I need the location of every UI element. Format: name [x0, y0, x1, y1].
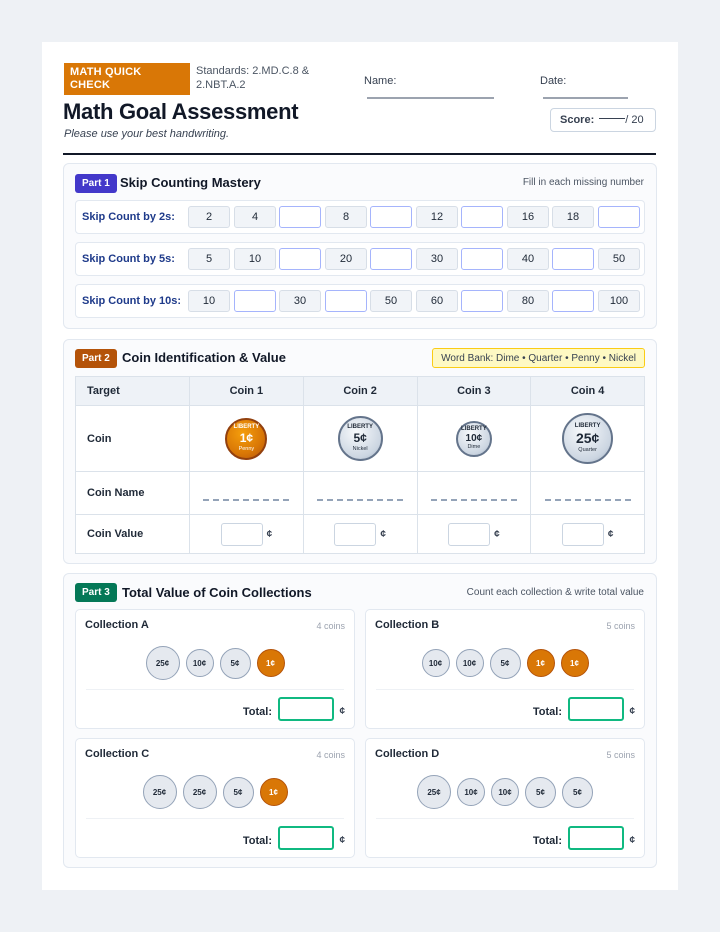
skip-count-value: 80	[507, 290, 549, 312]
name-label: Name:	[364, 75, 397, 87]
skip-count-value: 16	[507, 206, 549, 228]
coin-cell	[417, 406, 531, 472]
collection-coins	[76, 775, 354, 809]
header-divider	[63, 153, 656, 155]
cent-sign: ¢	[339, 706, 345, 717]
coin-value-cell	[190, 515, 304, 554]
collection-title: Collection A	[85, 619, 149, 631]
row-label: Coin Value	[76, 515, 190, 554]
page-subtitle: Please use your best handwriting.	[64, 128, 230, 140]
coin-icon: 25¢	[183, 775, 217, 809]
coin-collection	[75, 609, 355, 729]
skip-count-answer-field[interactable]	[370, 248, 412, 270]
coin-icon: 10¢	[186, 649, 214, 677]
part3-section	[63, 573, 657, 868]
quick-check-badge: MATH QUICK CHECK	[64, 63, 190, 95]
cent-sign: ¢	[607, 528, 614, 540]
coin-name-cell[interactable]	[531, 472, 645, 515]
skip-count-answer-field[interactable]	[461, 248, 503, 270]
collection-divider	[376, 689, 634, 690]
coin-icon: 25¢	[146, 646, 180, 680]
skip-count-label: Skip Count by 2s:	[82, 211, 175, 223]
coin-name-field[interactable]	[317, 499, 403, 501]
coin-icon: 1¢	[260, 778, 288, 806]
skip-count-answer-field[interactable]	[325, 290, 367, 312]
skip-count-value: 100	[598, 290, 640, 312]
skip-count-label: Skip Count by 5s:	[82, 253, 175, 265]
score-box	[550, 108, 656, 132]
coin-collection	[365, 738, 645, 858]
skip-count-answer-field[interactable]	[461, 206, 503, 228]
total-answer-field[interactable]	[278, 697, 334, 721]
skip-count-value: 20	[325, 248, 367, 270]
part3-title: Total Value of Coin Collections	[122, 585, 312, 600]
cent-sign: ¢	[494, 528, 500, 540]
coin-name-cell[interactable]	[303, 472, 417, 515]
word-bank: Word Bank: Dime • Quarter • Penny • Nickel	[432, 348, 645, 368]
coin-name-field[interactable]	[203, 499, 289, 501]
standards-text: Standards: 2.MD.C.8 & 2.NBT.A.2	[196, 65, 310, 91]
score-label: Score:	[560, 114, 595, 126]
skip-count-row	[75, 242, 645, 276]
part2-tag: Part 2	[75, 349, 117, 368]
table-header-cell: Coin 2	[303, 377, 417, 406]
table-header-cell: Coin 4	[531, 377, 645, 406]
coin-cell	[190, 406, 304, 472]
skip-count-answer-field[interactable]	[234, 290, 276, 312]
cent-sign: ¢	[629, 706, 635, 717]
coin-icon: 10¢	[456, 649, 484, 677]
part1-section	[63, 163, 657, 329]
coin-value-field[interactable]	[562, 523, 604, 546]
skip-count-value: 12	[416, 206, 458, 228]
coin-table	[75, 376, 645, 554]
coin-icon: 10¢	[491, 778, 519, 806]
coin-value-cell	[531, 515, 645, 554]
collection-count: 5 coins	[606, 621, 635, 631]
score-field[interactable]	[599, 118, 625, 119]
row-label: Coin	[76, 406, 190, 472]
coin-icon: 1¢	[527, 649, 555, 677]
date-label: Date:	[540, 75, 567, 87]
part3-tag: Part 3	[75, 583, 117, 602]
cent-sign: ¢	[380, 528, 386, 540]
total-label: Total:	[242, 706, 272, 718]
page-title: Math Goal Assessment	[63, 99, 299, 124]
collection-coins	[366, 646, 644, 680]
collection-divider	[376, 818, 634, 819]
total-label: Total:	[532, 835, 562, 847]
coin-table-header	[76, 377, 645, 406]
collection-count: 4 coins	[316, 750, 345, 760]
coin-value-field[interactable]	[334, 523, 376, 546]
coin-value-cell	[417, 515, 531, 554]
collection-divider	[86, 818, 344, 819]
coin-cell	[303, 406, 417, 472]
coin-value-row	[76, 515, 645, 554]
coin-icon: 5¢	[525, 777, 556, 808]
name-field[interactable]	[367, 97, 494, 99]
coin-cell	[531, 406, 645, 472]
part3-note: Count each collection & write total value	[466, 587, 644, 598]
skip-count-value: 30	[416, 248, 458, 270]
collection-title: Collection B	[375, 619, 440, 631]
quarter-coin-icon: LIBERTY 25¢ Quarter	[562, 413, 613, 464]
skip-count-label: Skip Count by 10s:	[82, 295, 182, 307]
dime-coin-icon: LIBERTY 10¢ Dime	[456, 421, 492, 457]
nickel-coin-icon: LIBERTY 5¢ Nickel	[338, 416, 383, 461]
skip-count-value: 50	[370, 290, 412, 312]
coin-name-row	[76, 472, 645, 515]
score-total: / 20	[625, 114, 644, 126]
coin-value-cell	[303, 515, 417, 554]
skip-count-answer-field[interactable]	[370, 206, 412, 228]
coin-icon: 5¢	[562, 777, 593, 808]
part2-section	[63, 339, 657, 564]
date-field[interactable]	[543, 97, 628, 99]
part1-tag: Part 1	[75, 174, 117, 193]
collection-title: Collection D	[375, 748, 440, 760]
total-answer-field[interactable]	[278, 826, 334, 850]
total-answer-field[interactable]	[568, 826, 624, 850]
coin-value-field[interactable]	[221, 523, 263, 546]
coin-value-field[interactable]	[448, 523, 490, 546]
coin-row	[76, 406, 645, 472]
collection-title: Collection C	[85, 748, 150, 760]
table-header-cell: Target	[76, 377, 190, 406]
skip-count-value: 50	[598, 248, 640, 270]
table-header-cell: Coin 1	[190, 377, 304, 406]
skip-count-value: 60	[416, 290, 458, 312]
skip-count-row	[75, 200, 645, 234]
skip-count-value: 10	[188, 290, 230, 312]
table-header-cell: Coin 3	[417, 377, 531, 406]
skip-count-answer-field[interactable]	[598, 206, 640, 228]
coin-name-cell[interactable]	[417, 472, 531, 515]
coin-icon: 5¢	[223, 777, 254, 808]
skip-count-answer-field[interactable]	[279, 206, 321, 228]
coin-icon: 5¢	[220, 648, 251, 679]
collection-divider	[86, 689, 344, 690]
skip-count-value: 4	[234, 206, 276, 228]
skip-count-value: 2	[188, 206, 230, 228]
part1-title: Skip Counting Mastery	[120, 175, 261, 190]
skip-count-value: 40	[507, 248, 549, 270]
skip-count-value: 10	[234, 248, 276, 270]
cent-sign: ¢	[629, 835, 635, 846]
skip-count-value: 30	[279, 290, 321, 312]
part2-title: Coin Identification & Value	[122, 350, 286, 365]
skip-count-value: 8	[325, 206, 367, 228]
skip-count-answer-field[interactable]	[461, 290, 503, 312]
coin-icon: 10¢	[422, 649, 450, 677]
skip-count-answer-field[interactable]	[552, 290, 594, 312]
penny-coin-icon: LIBERTY 1¢ Penny	[225, 418, 267, 460]
coin-icon: 1¢	[257, 649, 285, 677]
collection-coins	[366, 775, 644, 809]
part1-note: Fill in each missing number	[522, 177, 644, 188]
row-label: Coin Name	[76, 472, 190, 515]
coin-collection	[365, 609, 645, 729]
coin-icon: 25¢	[143, 775, 177, 809]
skip-count-value: 18	[552, 206, 594, 228]
coin-icon: 10¢	[457, 778, 485, 806]
skip-count-answer-field[interactable]	[552, 248, 594, 270]
cent-sign: ¢	[266, 528, 273, 540]
skip-count-answer-field[interactable]	[279, 248, 321, 270]
coin-icon: 1¢	[561, 649, 589, 677]
coin-icon: 25¢	[417, 775, 451, 809]
total-label: Total:	[242, 835, 272, 847]
coin-name-cell[interactable]	[190, 472, 304, 515]
collection-count: 4 coins	[316, 621, 345, 631]
coin-name-field[interactable]	[431, 499, 517, 501]
total-answer-field[interactable]	[568, 697, 624, 721]
collection-count: 5 coins	[606, 750, 635, 760]
total-label: Total:	[532, 706, 562, 718]
skip-count-row	[75, 284, 645, 318]
collection-coins	[76, 646, 354, 680]
skip-count-value: 5	[188, 248, 230, 270]
cent-sign: ¢	[339, 835, 345, 846]
coin-name-field[interactable]	[545, 499, 631, 501]
coin-icon: 5¢	[490, 648, 521, 679]
coin-collection	[75, 738, 355, 858]
